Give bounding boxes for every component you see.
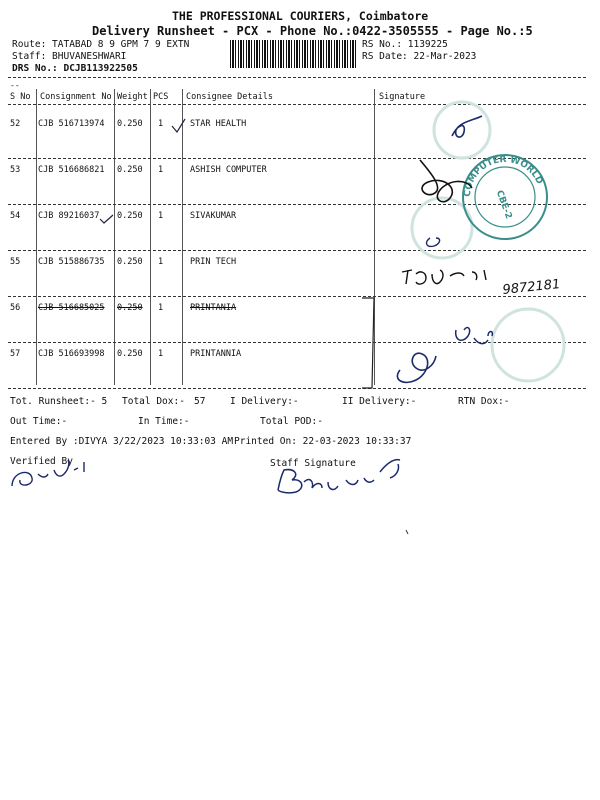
row-sno: 57 bbox=[10, 349, 21, 359]
row-sno: 56 bbox=[10, 303, 21, 313]
tick-mark bbox=[172, 119, 185, 132]
tick-mark bbox=[100, 215, 113, 223]
in-time: In Time:- bbox=[138, 416, 190, 427]
row-consignee: STAR HEALTH bbox=[190, 119, 247, 129]
row-weight: 0.250 bbox=[117, 257, 143, 267]
bracket-mark bbox=[362, 298, 374, 388]
drs-number: DRS No.: DCJB113922505 bbox=[12, 63, 138, 74]
row-sno: 54 bbox=[10, 211, 21, 221]
row-sno: 52 bbox=[10, 119, 21, 129]
row-pcs: 1 bbox=[158, 303, 164, 313]
row-consignment: CJB 89216037 bbox=[38, 211, 100, 221]
row-consignee: PRINTANIA bbox=[190, 303, 237, 313]
row-pcs: 1 bbox=[158, 349, 164, 359]
row-consignment: CJB 516685025 bbox=[38, 303, 105, 313]
staff-signature bbox=[278, 460, 400, 493]
entered-by: Entered By :DIVYA 3/22/2023 10:33:03 AM bbox=[10, 436, 234, 447]
col-weight: Weight bbox=[117, 92, 148, 102]
col-signature: Signature bbox=[379, 92, 426, 102]
col-consignee: Consignee Details bbox=[186, 92, 273, 102]
verified-by: Verified By bbox=[10, 456, 73, 467]
signature-row-52 bbox=[452, 116, 482, 137]
row-sno: 55 bbox=[10, 257, 21, 267]
total-dox-label: Total Dox:- bbox=[122, 396, 185, 407]
verified-signature bbox=[12, 460, 84, 486]
staff-label: Staff: BHUVANESHWARI bbox=[12, 51, 127, 62]
col-sno: S No bbox=[10, 92, 31, 102]
row-consignment: CJB 515886735 bbox=[38, 257, 105, 267]
col-consignment: Consignment No bbox=[40, 92, 112, 102]
staff-signature-label: Staff Signature bbox=[270, 458, 356, 469]
faint-stamp bbox=[412, 198, 472, 258]
row-consignee: PRIN TECH bbox=[190, 257, 237, 267]
row-pcs: 1 bbox=[158, 211, 164, 221]
row-sno: 53 bbox=[10, 165, 21, 175]
ii-delivery: II Delivery:- bbox=[342, 396, 417, 407]
rs-date: RS Date: 22-Mar-2023 bbox=[362, 51, 477, 62]
total-dox-value: 57 bbox=[194, 396, 206, 407]
row-pcs: 1 bbox=[158, 119, 164, 129]
signature-row-54 bbox=[427, 238, 440, 246]
row-consignment: CJB 516693998 bbox=[38, 349, 105, 359]
faint-stamp bbox=[434, 102, 490, 158]
stray-mark bbox=[406, 530, 408, 534]
i-delivery: I Delivery:- bbox=[230, 396, 299, 407]
signature-row-57 bbox=[397, 353, 436, 382]
row-weight: 0.250 bbox=[117, 119, 143, 129]
tot-runsheet: Tot. Runsheet:- 5 bbox=[10, 396, 108, 407]
total-pod: Total POD:- bbox=[260, 416, 323, 427]
rs-number: RS No.: 1139225 bbox=[362, 39, 448, 50]
faint-stamp bbox=[492, 309, 564, 381]
row-weight: 0.250 bbox=[117, 349, 143, 359]
runsheet-subtitle: Delivery Runsheet - PCX - Phone No.:0422-3505555 - Page No.:5 bbox=[92, 24, 533, 38]
rtn-dox: RTN Dox:- bbox=[458, 396, 510, 407]
svg-text:COMPUTER WORLD: COMPUTER WORLD bbox=[462, 154, 545, 198]
svg-text:CBE-2: CBE-2 bbox=[493, 189, 514, 221]
signature-row-56 bbox=[456, 328, 493, 344]
phone-note: 9872181 bbox=[501, 277, 562, 298]
col-pcs: PCS bbox=[153, 92, 169, 102]
computer-world-stamp bbox=[463, 155, 547, 239]
row-consignee: ASHISH COMPUTER bbox=[190, 165, 267, 175]
row-weight: 0.250 bbox=[117, 165, 143, 175]
out-time: Out Time:- bbox=[10, 416, 68, 427]
row-pcs: 1 bbox=[158, 257, 164, 267]
printed-on: Printed On: 22-03-2023 10:33:37 bbox=[234, 436, 412, 447]
row-weight: 0.250 bbox=[117, 211, 143, 221]
row-consignment: CJB 516686821 bbox=[38, 165, 105, 175]
row-consignee: SIVAKUMAR bbox=[190, 211, 237, 221]
company-title: THE PROFESSIONAL COURIERS, Coimbatore bbox=[172, 9, 429, 23]
row-consignee: PRINTANNIA bbox=[190, 349, 242, 359]
route-label: Route: TATABAD 8 9 GPM 7 9 EXTN bbox=[12, 39, 190, 50]
signature-row-55 bbox=[402, 270, 486, 284]
row-pcs: 1 bbox=[158, 165, 164, 175]
row-consignment: CJB 516713974 bbox=[38, 119, 105, 129]
row-weight: 0.250 bbox=[117, 303, 143, 313]
